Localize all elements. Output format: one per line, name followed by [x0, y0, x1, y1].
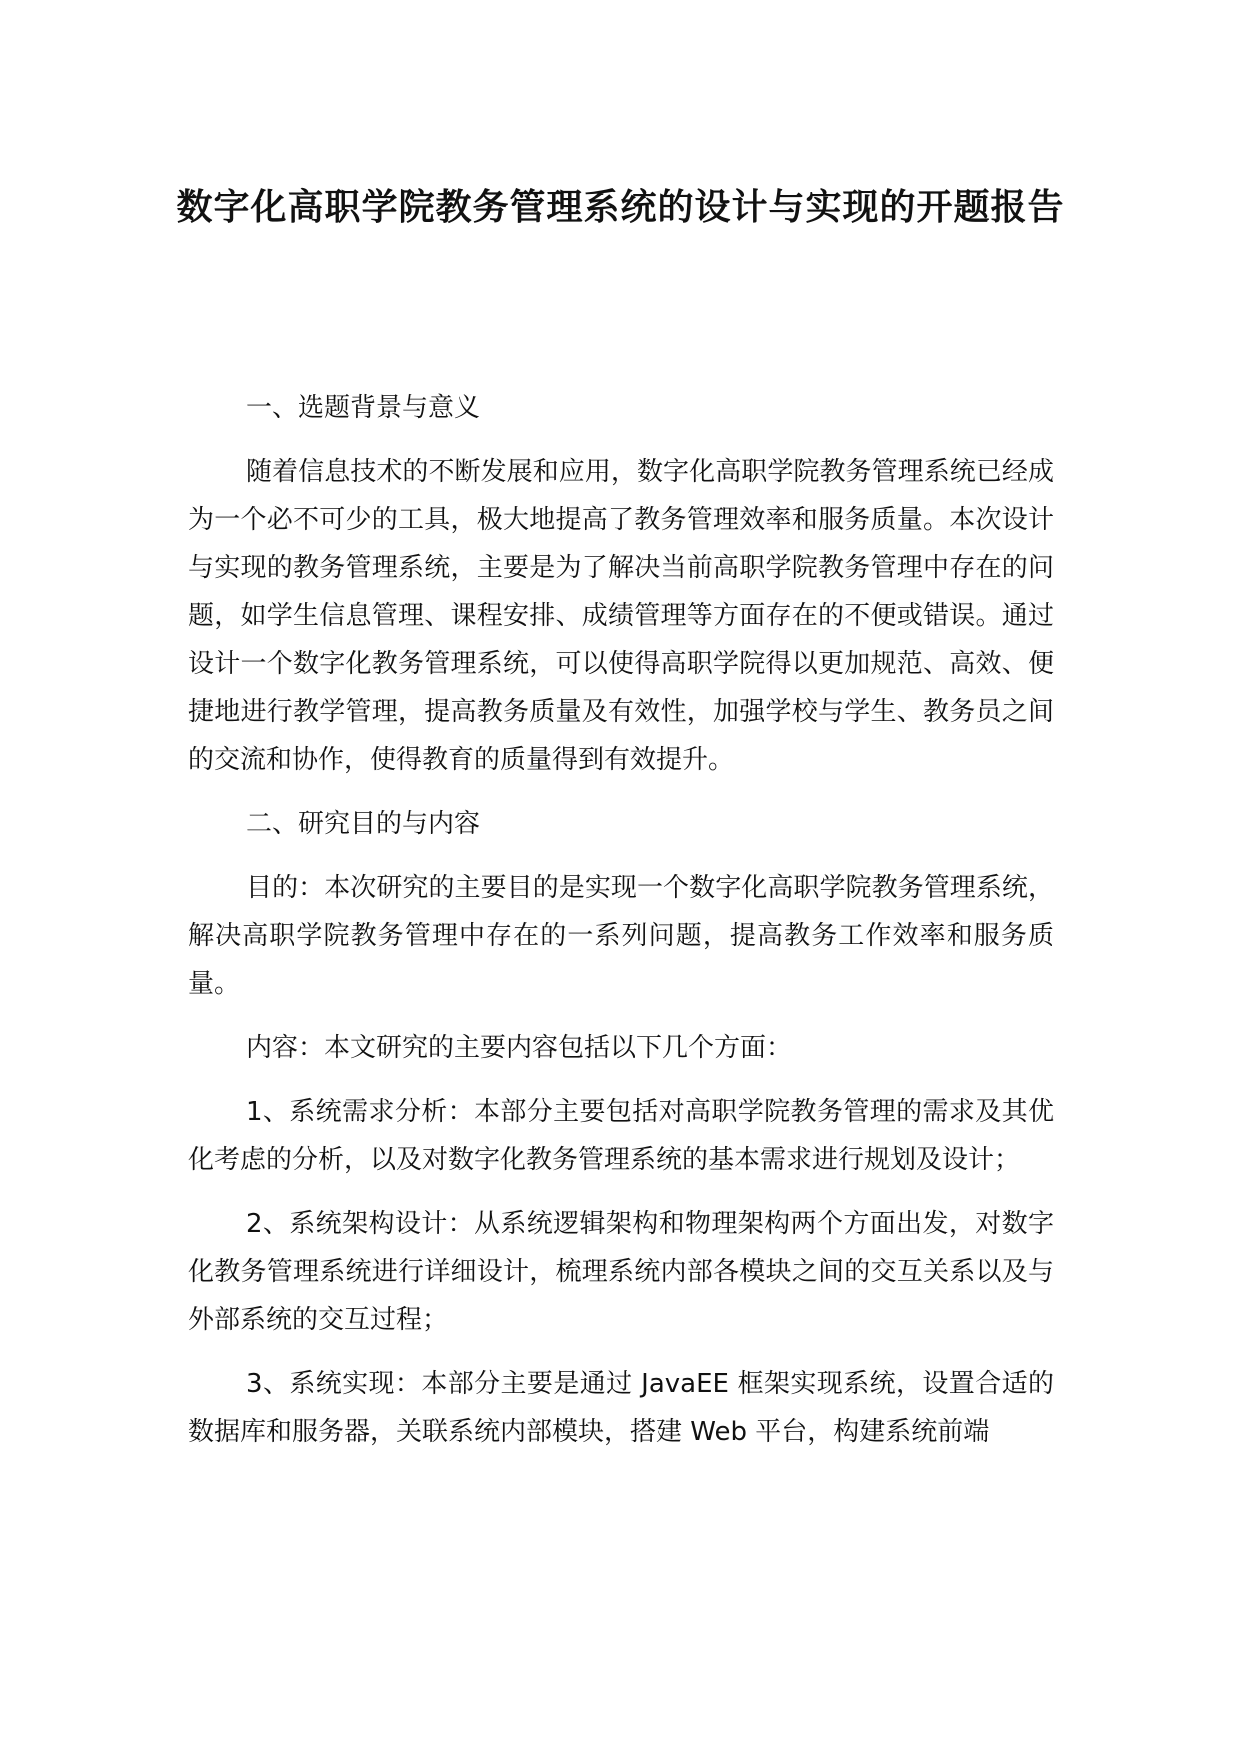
section-heading-background: 一、选题背景与意义	[246, 393, 481, 423]
document-body	[188, 384, 1054, 1472]
paragraph-item-implementation: 3、系统实现：本部分主要是通过 JavaEE 框架实现系统，设置合适的数据库和服务器，关联系统内部模块，搭建 Web 平台，构建系统前端	[188, 1369, 1054, 1447]
paragraph-purpose: 目的：本次研究的主要目的是实现一个数字化高职学院教务管理系统，解决高职学院教务管理中存在的一系列问题，提高教务工作效率和服务质量。	[188, 873, 1054, 999]
paragraph-item-architecture: 2、系统架构设计：从系统逻辑架构和物理架构两个方面出发，对数字化教务管理系统进行详细设计，梳理系统内部各模块之间的交互关系以及与外部系统的交互过程；	[188, 1209, 1054, 1335]
document-title: 数字化高职学院教务管理系统的设计与实现的开题报告	[176, 187, 1065, 228]
paragraph-background: 随着信息技术的不断发展和应用，数字化高职学院教务管理系统已经成为一个必不可少的工具，极大地提高了教务管理效率和服务质量。本次设计与实现的教务管理系统，主要是为了解决当前高职学院教务管理中存在的问题，如学生信息管理、课程安排、成绩管理等方面存在的不便或错误。通过设计一个数字化教务管理系统，可以使得高职学院得以更加规范、高效、便捷地进行教学管理，提高教务质量及有效性，加强学校与学生、教务员之间的交流和协作，使得教育的质量得到有效提升。	[188, 457, 1054, 775]
section-heading-objectives: 二、研究目的与内容	[246, 809, 481, 839]
paragraph-content-intro: 内容：本文研究的主要内容包括以下几个方面：	[246, 1033, 793, 1063]
paragraph-item-requirements: 1、系统需求分析：本部分主要包括对高职学院教务管理的需求及其优化考虑的分析，以及对数字化教务管理系统的基本需求进行规划及设计；	[188, 1097, 1054, 1175]
